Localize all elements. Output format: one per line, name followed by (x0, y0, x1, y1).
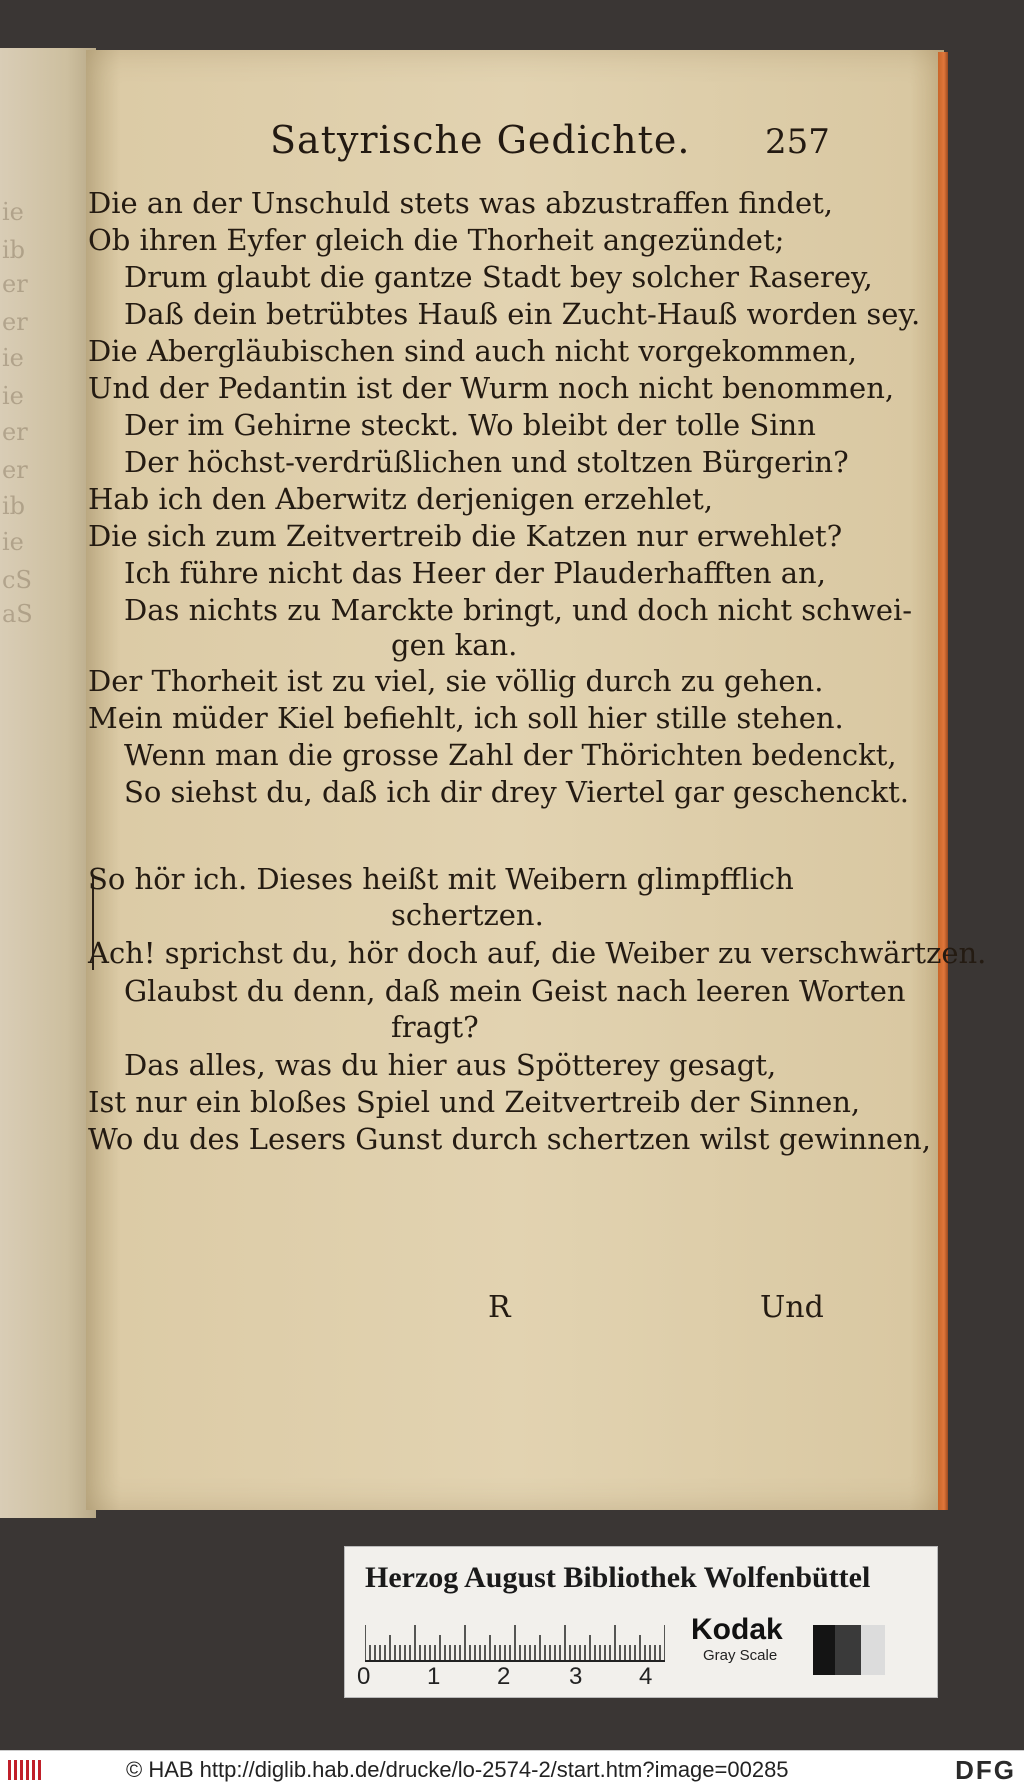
verse-line: gen kan. (391, 628, 518, 662)
ruler-number: 4 (639, 1663, 653, 1690)
gray-swatch (813, 1625, 835, 1675)
gray-swatch (861, 1625, 885, 1675)
verse-line: Wo du des Lesers Gunst durch schertzen wilst gewinnen, (88, 1122, 931, 1156)
verse-line: Mein müder Kiel befiehlt, ich soll hier stille stehen. (88, 701, 844, 735)
verse-line: Ach! sprichst du, hör doch auf, die Weiber zu verschwärtzen. (88, 936, 987, 970)
gray-swatch (835, 1625, 861, 1675)
verse-line: schertzen. (391, 898, 544, 932)
running-head: Satyrische Gedichte. (270, 118, 691, 162)
ruler-number: 0 (357, 1663, 371, 1690)
verse-line: So hör ich. Dieses heißt mit Weibern glimpfflich (88, 862, 794, 896)
library-name: Herzog August Bibliothek Wolfenbüttel (365, 1561, 871, 1594)
page-edge-red (938, 52, 948, 1510)
verse-line: Daß dein betrübtes Hauß ein Zucht-Hauß worden sey. (124, 297, 921, 331)
ruler-numbers (357, 1663, 677, 1693)
dfg-logo: DFG (955, 1755, 1016, 1785)
catchword: Und (760, 1290, 824, 1325)
page-number: 257 (765, 122, 830, 162)
color-calibration-card (344, 1546, 938, 1698)
kodak-logo: Kodak (691, 1613, 783, 1646)
bleed-through-text: ie ib er er ie ie er er ib ie cS aS (2, 198, 33, 628)
source-url: © HAB http://diglib.hab.de/drucke/lo-2574-2/start.htm?image=00285 (126, 1757, 789, 1782)
previous-page-edge (0, 48, 96, 1518)
verse-line: Wenn man die grosse Zahl der Thörichten bedenckt, (124, 738, 897, 772)
verse-line: Das nichts zu Marckte bringt, und doch nicht schwei- (124, 593, 913, 627)
ruler-number: 3 (569, 1663, 583, 1690)
verse-line: Hab ich den Aberwitz derjenigen erzehlet, (88, 482, 713, 516)
gray-scale-label: Gray Scale (703, 1647, 778, 1664)
ruler-number: 1 (427, 1663, 441, 1690)
verse-line: Der höchst-verdrüßlichen und stoltzen Bürgerin? (124, 445, 849, 479)
ruler-number: 2 (497, 1663, 511, 1690)
signature-mark: R (488, 1290, 511, 1325)
verse-line: Die Abergläubischen sind auch nicht vorgekommen, (88, 334, 857, 368)
verse-line: Ist nur ein bloßes Spiel und Zeitvertreib der Sinnen, (88, 1085, 861, 1119)
verse-line: Das alles, was du hier aus Spötterey gesagt, (124, 1048, 777, 1082)
verse-line: Ob ihren Eyfer gleich die Thorheit angezündet; (88, 223, 785, 257)
verse-line: Ich führe nicht das Heer der Plauderhafften an, (124, 556, 826, 590)
verse-line: Die sich zum Zeitvertreib die Katzen nur erwehlet? (88, 519, 843, 553)
footer-bar (0, 1750, 1024, 1789)
verse-line: Der Thorheit ist zu viel, sie völlig durch zu gehen. (88, 664, 824, 698)
hab-logo-icon (6, 1757, 46, 1783)
verse-line: fragt? (391, 1010, 479, 1044)
verse-line: Glaubst du denn, daß mein Geist nach leeren Worten (124, 974, 906, 1008)
verse-line: Drum glaubt die gantze Stadt bey solcher Raserey, (124, 260, 873, 294)
verse-line: Die an der Unschuld stets was abzustraffen findet, (88, 186, 833, 220)
verse-line: Und der Pedantin ist der Wurm noch nicht benommen, (88, 371, 895, 405)
ruler-scale (365, 1613, 665, 1663)
verse-line: So siehst du, daß ich dir drey Viertel gar geschenckt. (124, 775, 909, 809)
verse-line: Der im Gehirne steckt. Wo bleibt der tolle Sinn (124, 408, 816, 442)
